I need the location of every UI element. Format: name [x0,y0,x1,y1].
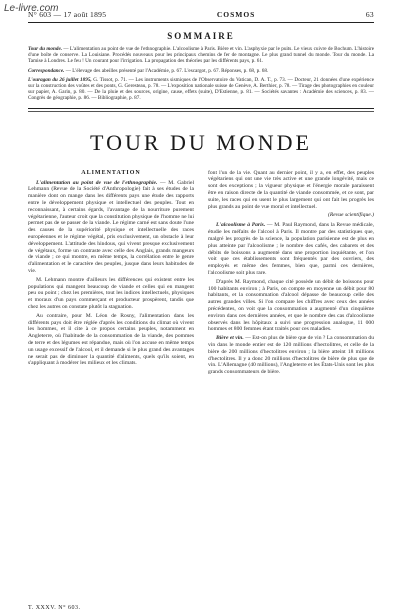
sommaire-title: SOMMAIRE [167,31,235,41]
paragraph-text: Au contraire, pour M. Léon de Rosny, l'alimentation dans les différents pays doit être réglée d'après les conditions du climat où vivent les hommes, et il cite à ce propos certains peuples, notamment en Angleterre, où l'habitude de la consommation de la viande, des pommes de terre et des légumes est répandue, mais où l'on accuse en même temps un usage excessif de l'alcool, et il demande si le plus grand des avantages ne serait pas de diminuer la quantité d'aliments, quels qu'ils soient, en s'appliquant à modérer les milieux et les climats. [28,312,194,367]
paragraph-lead: L'alcoolisme à Paris. [216,222,266,229]
source-citation: (Revue scientifique.) [328,212,374,219]
paragraph [208,279,374,333]
section-heading: ALIMENTATION [81,169,141,176]
paragraph-text: D'après M. Raymond, chaque cité possède un débit de boissons pour 100 habitants environ ; à Paris, on compte en moyenne un débit pour 80 habitants, et la consommation d'alcool dépasse de beaucoup celle des autres grandes villes. Si l'on compare les chiffres avec ceux des années précédentes, on voit que la consommation a augmenté d'un cinquième environ dans ces dernières années, et que le nombre des cas d'alcoolisme observés dans les hôpitaux a suivi une progression analogue, 11 000 hommes et 800 femmes étant traités pour ces maladies. [208,278,374,333]
paragraph [208,222,374,276]
sommaire-entry [28,46,374,65]
sommaire-entry [28,68,374,74]
page-header [28,10,374,23]
divider [28,111,374,112]
journal-name: COSMOS [216,10,256,19]
page-footer: T. XXXV. N° 603. [28,605,81,611]
article-columns [28,170,374,378]
sommaire-entry [28,77,374,102]
paragraph-lead: Bière et vin. [216,335,244,342]
paragraph-text: — Est-on plus de bière que de vin ? La consommation du vin dans le monde entier est de 120 millions d'hectolitres, et celle de la bière de 200 millions d'hectolitres environ ; la bière atteint 18 millions d'hectolitres. Il y a donc 20 millions d'hectolitres de bière de plus que de vin. L'Allemagne (40 millions), l'Angleterre et les États-Unis sont les plus grands consommateurs de bière. [208,335,374,376]
sommaire-entry-label: Correspondance. [28,67,65,74]
paragraph-text: font l'un de la vie. Quant au dernier point, il y a, en effet, des peuples végétariens qui ont une vie très active et une grande longévité, mais ce sont des exceptions ; la vigueur physique et l'énergie morale paraissent être en raison directe de la quantité de viande consommée, et ce sont, par suite, les races qui en usent le plus largement qui ont fait les progrès les plus grands au point de vue moral et intellectuel. [208,169,374,210]
paragraph [208,170,374,211]
left-column [28,170,194,378]
watermark: Le-livre.com [4,3,59,14]
paragraph-text: M. Lehmann montre d'ailleurs les différences qui existent entre les populations qui mangent beaucoup de viande et celles qui en mangent peu ou point ; chez les premières, tout les indices intellectuels, physiques et moraux d'un pays commerçant et producteur prospèrent, tandis que chez les autres on constate plutôt la stagnation. [28,276,194,310]
paragraph [208,335,374,376]
right-column [208,170,374,378]
divider [28,108,374,109]
paragraph-lead: L'alimentation au point de vue de l'ethnographie. [36,179,158,186]
page-number: 63 [365,10,374,19]
paragraph [28,313,194,367]
paragraph [28,277,194,311]
sommaire-entry-label: L'ouragan du 26 juillet 1895, [28,76,92,83]
sommaire-entry-label: Tour du monde. [28,46,63,52]
paragraph-text: — M. Gabriel Lehmann (Revue de la Société d'Anthropologie) fait à ses études de la manière dont on mange dans les différents pays une étude des rapports entre le développement physique et intellectuel des peuples. Tout en reconnaissant, à certains égards, l'avantage de la nourriture purement végétarienne, l'auteur croit que la constitution physique de l'homme ne lui permet pas de se passer de la viande. Le régime carné est sans doute l'une des causes de la supériorité physique et intellectuelle des races européennes et le régime végétal, pris exclusivement, un obstacle à leur développement. L'attitude des hindous, qui vivent presque exclusivement de végétaux, forme un contraste avec celle des Anglais, grands mangeurs de viande ; ce qui montre, en même temps, la corrélation entre le genre d'alimentation et le caractère des peuples, jusque dans leurs habitudes de vie. [28,179,195,274]
sommaire-entry-text: — L'alimentation au point de vue de l'ethnographie. L'alcoolisme à Paris. Bière et vin. L'asphyxie par le puits. Le vieux cuivre de Bochum. L'histoire d'une boîte de conserve. La Louisiane. Procédés nouveaux pour les principaux chemins de fer de montagne. Le plus grand tunnel du monde. Tour du monde. La Tamise à Londres. Le feu ! Un courant pour l'irrigation. La propagation des théories par les différents pays, p. 61. [28,46,375,65]
main-title: TOUR DU MONDE [90,129,312,155]
paragraph-text: — M. Paul Raymond, dans la Revue médicale, étudie les méfaits de l'alcool à Paris. Il montre par des statistiques que, malgré les progrès de la science, la population parisienne est de plus en plus atteinte par l'alcoolisme ; le nombre des cafés, des cabarets et des débits de boissons a augmenté dans une proportion inquiétante, et l'on voit que ces établissements sont fréquentés par des ouvriers, des employés et même des femmes, bien que, parmi ces dernières, l'alcoolisme soit plus rare. [208,222,374,276]
issue-number: N° 603 — 17 août 1895 [28,10,107,19]
page [28,10,374,378]
sommaire-entry-text: — L'élevage des abeilles présenté par l'Académie, p. 67. L'escargot, p. 67. Réponses, p. 68, p. 68. [65,67,269,74]
paragraph [28,180,194,275]
sommaire-entry-text: G. Tissot, p. 71. — Les instruments sismiques de l'Observatoire du Vatican, D. A. T., p. 73. — Docteur, 21 données d'une expérience sur la construction des voûtes et des ponts, G. Geresteau, p. 78. — L'exposition nationale suisse de Genève, A. Berthier, p. 78. — Tirage des photographies en couleur sur papier, A. Garin, p. 80. — De la pluie et des sources, origine, cause, effets (suite), D'Estienne, p. 81. — Sociétés savantes : Académie des sciences, p. 83. — Congrès de géographie, p. 86. — Bibliographie, p. 87. [28,76,374,102]
